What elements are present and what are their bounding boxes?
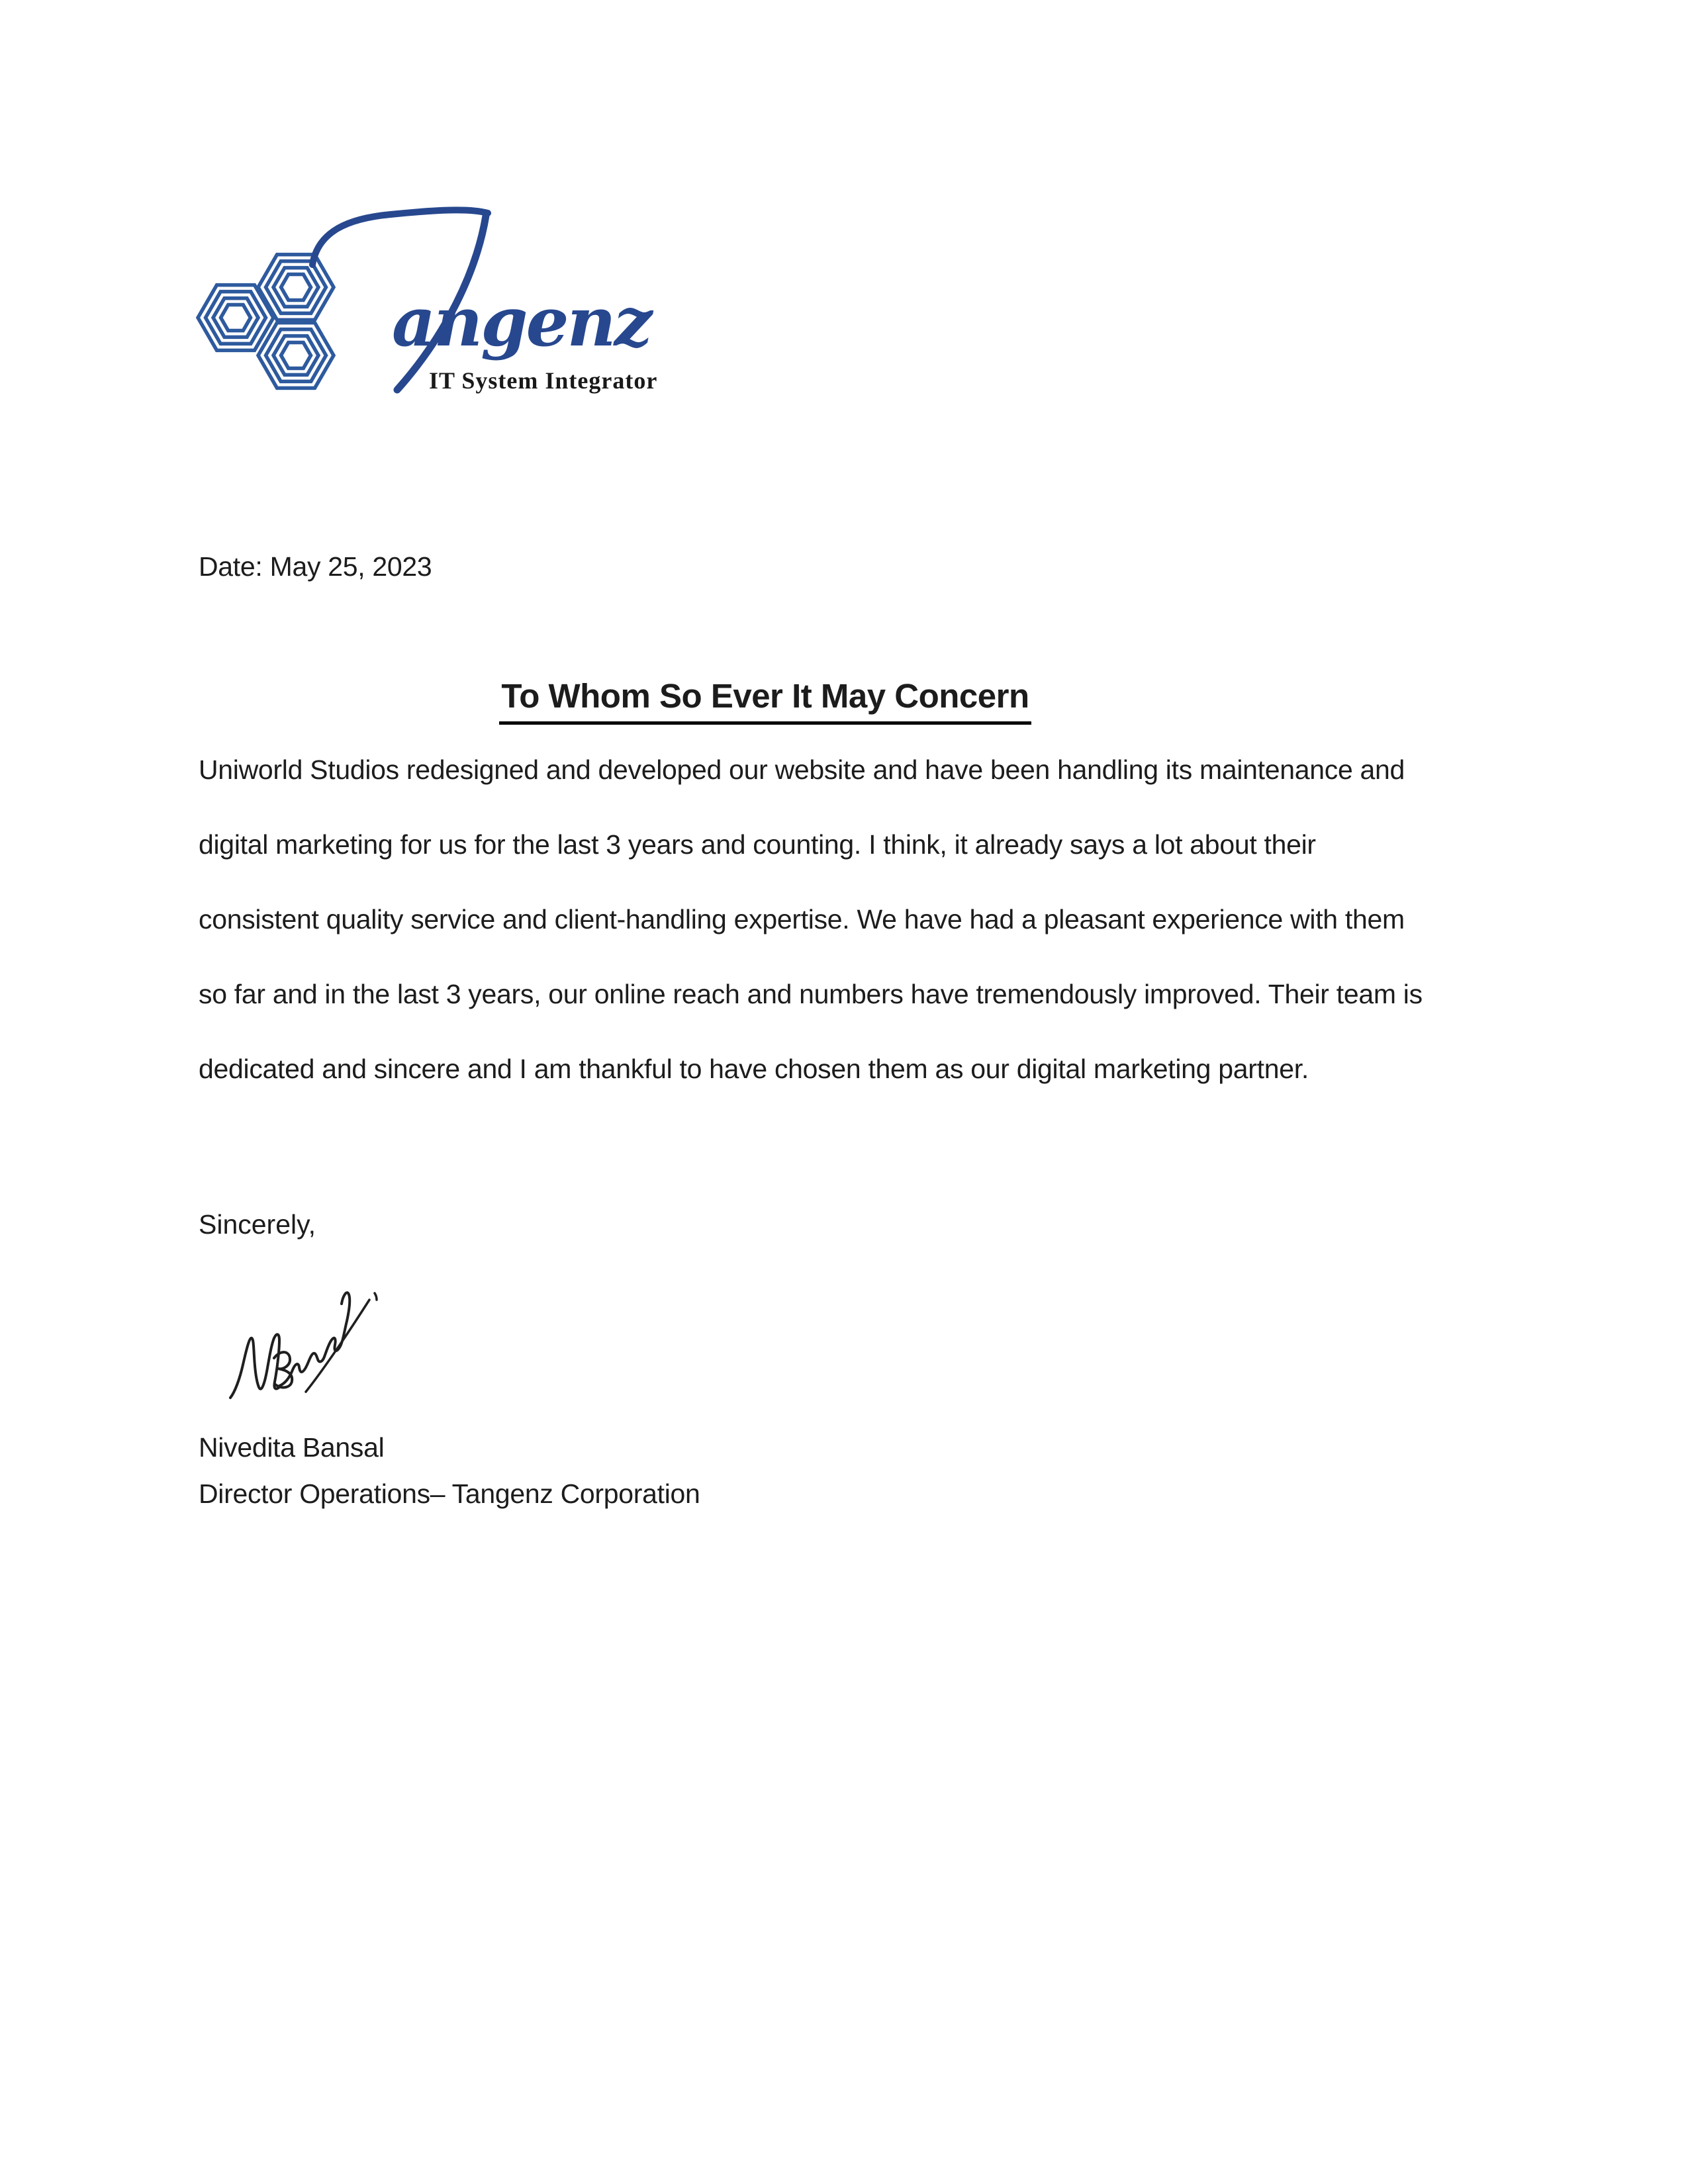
date-line: Date: May 25, 2023 (199, 551, 432, 582)
signatory-name: Nivedita Bansal (199, 1432, 385, 1463)
body-line: so far and in the last 3 years, our online reach and numbers have tremendously improved. Their team is (199, 979, 1423, 1009)
heading-row (130, 676, 1401, 725)
closing-salutation: Sincerely, (199, 1209, 316, 1240)
letter-heading: To Whom So Ever It May Concern (499, 676, 1031, 725)
body-line: dedicated and sincere and I am thankful to have chosen them as our digital marketing partner. (199, 1054, 1309, 1084)
body-line: digital marketing for us for the last 3 years and counting. I think, it already says a lot about their (199, 829, 1316, 860)
body-line: Uniworld Studios redesigned and developed our website and have been handling its maintenance and (199, 754, 1405, 785)
hexagon-cluster-icon (198, 255, 334, 388)
letter-body (199, 733, 1496, 1107)
body-line: consistent quality service and client-handling expertise. We have had a pleasant experience with them (199, 904, 1405, 934)
logo-tagline: IT System Integrator (429, 367, 658, 394)
brand-script-text: angenz (392, 283, 651, 362)
signatory-block (199, 1424, 700, 1517)
signature-image (199, 1265, 417, 1408)
signatory-title: Director Operations– Tangenz Corporation (199, 1479, 700, 1509)
tangenz-logo (192, 199, 662, 397)
